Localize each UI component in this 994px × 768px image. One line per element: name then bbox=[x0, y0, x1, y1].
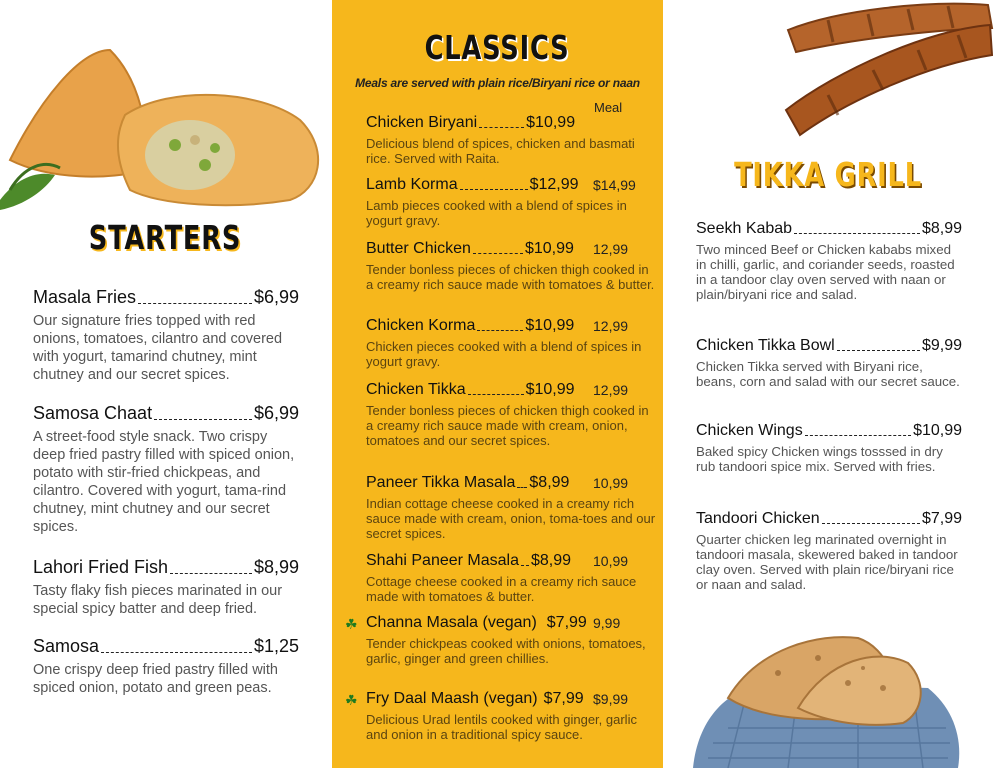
item-price: $10,99 bbox=[524, 240, 574, 257]
tikka-grill-heading: TIKKA GRILL bbox=[734, 155, 922, 194]
item-name: Chicken Wings bbox=[696, 422, 803, 439]
meal-price: 12,99 bbox=[593, 241, 629, 257]
samosa-image bbox=[0, 40, 330, 215]
menu-item bbox=[366, 114, 656, 166]
item-name: Tandoori Chicken bbox=[696, 510, 820, 527]
item-name: Chicken Biryani bbox=[366, 114, 478, 131]
meal-price: $9,99 bbox=[593, 691, 629, 707]
item-name: Seekh Kabab bbox=[696, 220, 793, 237]
item-name: Masala Fries bbox=[33, 287, 137, 307]
item-description: Our signature fries topped with red onions, tomatoes, cilantro and covered with yogurt, tamarind chutney, mint chutney and our secret spices. bbox=[33, 313, 283, 383]
menu-item bbox=[696, 422, 962, 474]
leader-dots bbox=[794, 232, 920, 234]
classics-panel bbox=[332, 0, 663, 768]
item-description: Two minced Beef or Chicken kababs mixed in chilli, garlic, and coriander seeds, roasted in a tandoor clay oven served with naan or plain/biryani rice and salad. bbox=[696, 242, 955, 302]
leader-dots bbox=[479, 126, 524, 128]
item-price: $12,99 bbox=[529, 176, 579, 193]
leader-dots bbox=[101, 651, 252, 653]
meal-price: 12,99 bbox=[593, 318, 629, 334]
item-price: $10,99 bbox=[526, 114, 576, 131]
menu-item bbox=[33, 636, 299, 697]
item-description: Quarter chicken leg marinated overnight in tandoori masala, skewered baked in tandoor clay oven. Served with plain rice/biryani rice or naan and salad. bbox=[696, 532, 958, 592]
meal-price: 12,99 bbox=[593, 382, 629, 398]
leader-dots bbox=[473, 252, 523, 254]
item-price: $8,99 bbox=[530, 552, 572, 569]
classics-subtitle: Meals are served with plain rice/Biryani rice or naan bbox=[355, 76, 640, 90]
item-price: $8,99 bbox=[921, 220, 962, 237]
leader-dots bbox=[517, 486, 527, 488]
item-name: Chicken Korma bbox=[366, 317, 476, 334]
leader-dots bbox=[477, 329, 523, 331]
item-name: Samosa Chaat bbox=[33, 403, 153, 423]
menu-item bbox=[696, 220, 962, 302]
item-description: Chicken pieces cooked with a blend of spices in yogurt gravy. bbox=[366, 339, 642, 369]
item-description: Delicious Urad lentils cooked with ginger, garlic and onion in a traditional spicy sauce. bbox=[366, 712, 637, 742]
meal-price: 10,99 bbox=[593, 553, 629, 569]
item-price: $7,99 bbox=[921, 510, 962, 527]
item-name: Shahi Paneer Masala bbox=[366, 552, 519, 569]
item-description: Lamb pieces cooked with a blend of spices in yogurt gravy. bbox=[366, 198, 627, 228]
menu-item bbox=[33, 287, 299, 384]
naan-basket-image bbox=[688, 628, 968, 768]
item-name: Lahori Fried Fish bbox=[33, 557, 169, 577]
item-price: $10,99 bbox=[525, 317, 575, 334]
menu-item bbox=[33, 403, 299, 536]
item-price: $10,99 bbox=[525, 381, 575, 398]
menu-item bbox=[33, 557, 299, 618]
item-description: Chicken Tikka served with Biryani rice, beans, corn and salad with our secret sauce. bbox=[696, 359, 960, 389]
seekh-kabab-image bbox=[778, 0, 994, 140]
item-name: Chicken Tikka Bowl bbox=[696, 337, 835, 354]
item-description: Baked spicy Chicken wings tosssed in dry rub tandoori spice mix. Served with fries. bbox=[696, 444, 943, 474]
item-name: Fry Daal Maash (vegan) bbox=[366, 690, 538, 707]
leader-dots bbox=[154, 418, 252, 420]
leader-dots bbox=[138, 302, 252, 304]
leader-dots bbox=[460, 188, 528, 190]
item-description: Cottage cheese cooked in a creamy rich sauce made with tomatoes & butter. bbox=[366, 574, 637, 604]
item-description: Delicious blend of spices, chicken and basmati rice. Served with Raita. bbox=[366, 136, 635, 166]
item-price: $6,99 bbox=[253, 287, 299, 307]
item-price: $8,99 bbox=[253, 557, 299, 577]
starters-heading: STARTERS bbox=[88, 218, 242, 257]
item-description: Tasty flaky fish pieces marinated in our special spicy batter and deep fried. bbox=[33, 583, 283, 617]
leader-dots bbox=[468, 393, 524, 395]
item-description: One crispy deep fried pastry filled with spiced onion, potato and green peas. bbox=[33, 662, 278, 696]
tikka-panel bbox=[663, 0, 994, 768]
item-name: Lamb Korma bbox=[366, 176, 458, 193]
meal-price: 10,99 bbox=[593, 475, 629, 491]
meal-price: $14,99 bbox=[593, 177, 636, 193]
leader-dots bbox=[837, 349, 920, 351]
item-price: $7,99 bbox=[546, 614, 587, 631]
item-price: $8,99 bbox=[529, 474, 570, 491]
item-description: Tender bonless pieces of chicken thigh cooked in a creamy rich sauce made with cream, onion, tomatoes and our secret spices. bbox=[366, 403, 649, 448]
item-name: Channa Masala (vegan) bbox=[366, 614, 537, 631]
item-price: $1,25 bbox=[253, 636, 299, 656]
menu-item bbox=[696, 337, 962, 389]
menu-item bbox=[696, 510, 962, 592]
meal-column-label: Meal bbox=[594, 100, 623, 115]
item-name: Butter Chicken bbox=[366, 240, 471, 257]
item-name: Samosa bbox=[33, 636, 100, 656]
vegan-leaf-icon: ☘ bbox=[345, 692, 358, 708]
item-name: Chicken Tikka bbox=[366, 381, 466, 398]
leader-dots bbox=[170, 572, 252, 574]
item-description: A street-food style snack. Two crispy deep fried pastry filled with spiced onion, potato with stir-fried chickpeas, and cilantro. Covered with yogurt, tama-rind chutney, mint chutney and our secret spices. bbox=[33, 429, 295, 535]
meal-price: 9,99 bbox=[593, 615, 621, 631]
leader-dots bbox=[822, 522, 920, 524]
vegan-leaf-icon: ☘ bbox=[345, 616, 358, 632]
item-description: Tender chickpeas cooked with onions, tomatoes, garlic, ginger and green chillies. bbox=[366, 636, 646, 666]
item-description: Tender bonless pieces of chicken thigh cooked in a creamy rich sauce made with tomatoes & butter. bbox=[366, 262, 655, 292]
classics-heading: CLASSICS bbox=[424, 28, 570, 67]
item-price: $7,99 bbox=[543, 690, 584, 707]
leader-dots bbox=[521, 564, 529, 566]
item-price: $10,99 bbox=[913, 422, 962, 439]
item-price: $9,99 bbox=[921, 337, 962, 354]
item-price: $6,99 bbox=[253, 403, 299, 423]
leader-dots bbox=[805, 434, 911, 436]
starters-panel bbox=[0, 0, 332, 768]
item-description: Indian cottage cheese cooked in a creamy rich sauce made with cream, onion, toma-toes and our secret spices. bbox=[366, 496, 656, 541]
item-name: Paneer Tikka Masala bbox=[366, 474, 516, 491]
